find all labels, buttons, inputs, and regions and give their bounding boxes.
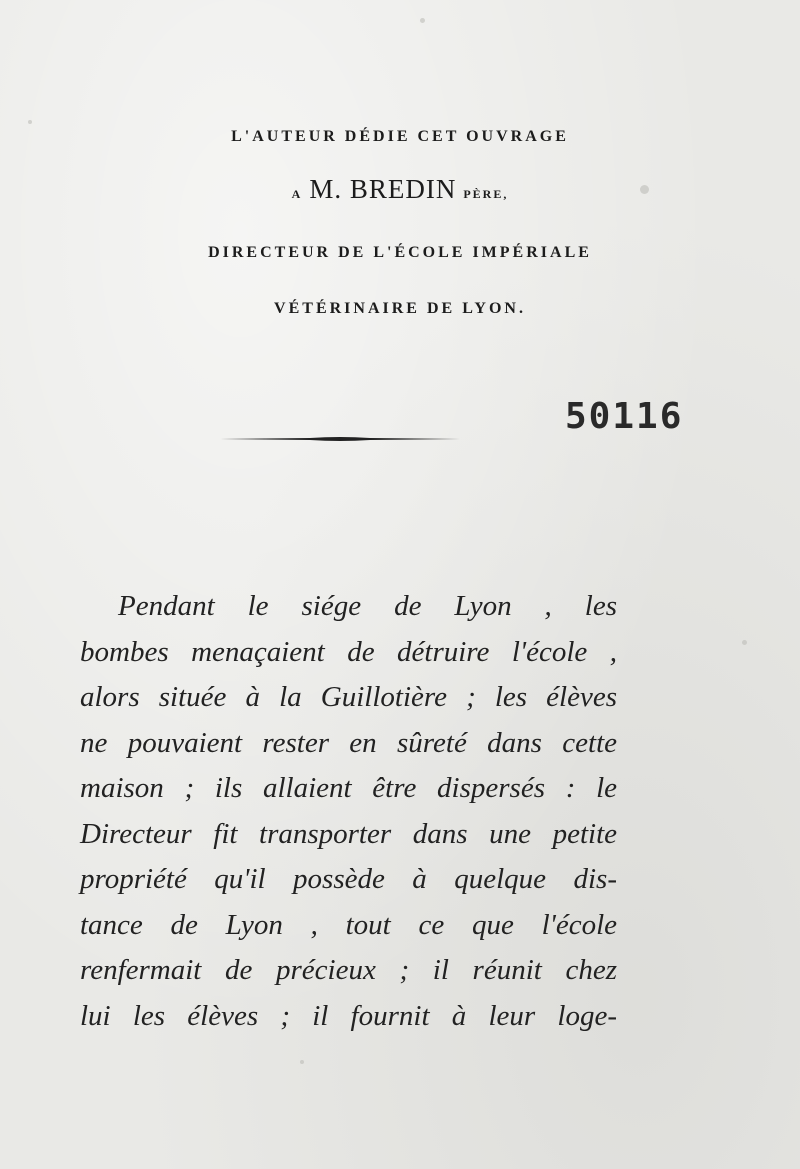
paragraph	[80, 584, 617, 1039]
ornamental-rule	[220, 436, 460, 442]
stamp-number: 50116	[565, 396, 684, 437]
paragraph-line: bombes menaçaient de détruire l'école ,	[80, 635, 617, 668]
paragraph-line: Directeur fit transporter dans une petite	[80, 817, 617, 850]
dedication-line-2	[0, 174, 800, 205]
paragraph-line: renfermait de précieux ; il réunit chez	[80, 954, 617, 986]
dedication-prefix: A	[291, 187, 303, 201]
dedication-suffix: PÈRE,	[463, 187, 509, 201]
paragraph-line: lui les élèves ; il fournit à leur loge-	[80, 999, 617, 1032]
paragraph-line: propriété qu'il possède à quelque dis-	[80, 863, 617, 895]
dedication-line-1: L'AUTEUR DÉDIE CET OUVRAGE	[231, 128, 569, 145]
paper-speck	[300, 1060, 304, 1064]
paragraph-line: alors située à la Guillotière ; les élèves	[80, 681, 617, 713]
paragraph-line: Pendant le siége de Lyon , les	[118, 590, 617, 622]
paper-speck	[742, 640, 747, 645]
paragraph-line: tance de Lyon , tout ce que l'école	[80, 908, 617, 941]
paper-speck	[420, 18, 425, 23]
paragraph-line: ne pouvaient rester en sûreté dans cette	[80, 726, 617, 759]
dedication-name: M. BREDIN	[309, 174, 457, 204]
paper-speck	[28, 120, 32, 124]
dedication-line-3: DIRECTEUR DE L'ÉCOLE IMPÉRIALE	[208, 244, 592, 261]
dedication-line-4: VÉTÉRINAIRE DE LYON.	[274, 300, 526, 317]
paragraph-line: maison ; ils allaient être dispersés : le	[80, 772, 617, 804]
